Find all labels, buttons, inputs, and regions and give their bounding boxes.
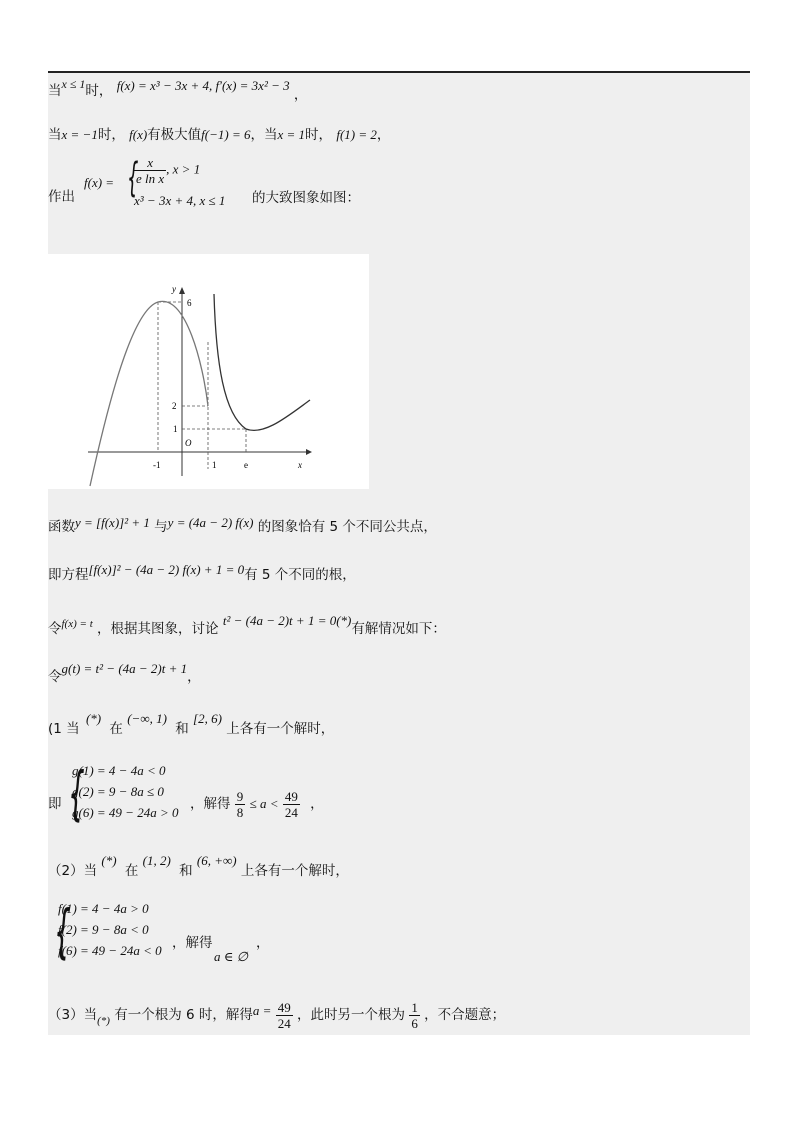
text: (1 当	[48, 721, 80, 737]
condition: x ≤ 1	[61, 77, 86, 91]
fraction-numerator: 1	[411, 1000, 418, 1015]
fraction-denominator: e ln x	[136, 171, 165, 186]
math: [f(x)]² − (4a − 2) f(x) + 1 = 0	[88, 562, 245, 577]
text: 有极大值	[147, 127, 202, 143]
text: 和	[175, 721, 189, 737]
line-4	[48, 515, 437, 536]
text: 当	[48, 83, 62, 99]
text: 与	[154, 519, 168, 535]
text: ，	[376, 127, 391, 143]
line-3-end	[252, 189, 360, 207]
system-2-brace: {	[54, 897, 71, 965]
text: ，根据其图象，讨论	[97, 621, 219, 637]
system-1-rows	[72, 762, 178, 821]
line-10	[48, 998, 505, 1033]
equation-row: g(2) = 9 − 8a ≤ 0	[72, 784, 164, 799]
solution-background-right	[369, 254, 750, 489]
line-8	[48, 711, 335, 738]
text: 的大致图象如图：	[252, 190, 360, 206]
text: ，解得	[190, 796, 231, 812]
math: f(x) = t	[61, 618, 93, 630]
math: x = 1	[277, 127, 306, 142]
text: 时，	[97, 127, 125, 143]
line-5	[48, 562, 356, 584]
y-axis-label: y	[172, 284, 176, 294]
fraction-denominator: 24	[277, 1016, 291, 1031]
line-2	[48, 126, 390, 144]
function-definition: f(x) = x³ − 3x + 4, f′(x) = 3x² − 3	[116, 78, 290, 93]
text: 有 5 个不同的根，	[244, 567, 356, 583]
text: 和	[179, 863, 193, 879]
text: 上各有一个解时，	[240, 863, 349, 879]
system-1-solution	[190, 789, 324, 820]
math: f(x) =	[84, 175, 115, 190]
math: (*)	[97, 1015, 110, 1027]
fraction-denominator: 24	[284, 805, 298, 820]
text: ，	[293, 87, 308, 103]
text: 有解情况如下：	[351, 621, 446, 637]
math: f(x)	[129, 127, 148, 142]
origin-label: O	[185, 438, 192, 448]
math: [2, 6)	[193, 711, 222, 726]
tick-label-neg1: -1	[153, 460, 161, 470]
function-graph	[48, 254, 369, 489]
line-6	[48, 613, 446, 639]
fraction-numerator: x	[134, 155, 166, 171]
math: x³ − 3x + 4, x ≤ 1	[134, 193, 226, 208]
math: g(t) = t² − (4a − 2)t + 1	[61, 661, 188, 676]
tick-label-1: 1	[173, 424, 178, 434]
text: ，解得	[172, 935, 213, 951]
equation-row: f(2) = 9 − 8a < 0	[58, 922, 149, 937]
text: 时，	[305, 127, 333, 143]
text: 即方程	[48, 567, 89, 583]
text: ，此时另一个根为	[297, 1007, 406, 1023]
tick-label-e: e	[244, 460, 248, 470]
equation-row: f(1) = 4 − 4a > 0	[58, 901, 149, 916]
system-2-end	[256, 934, 270, 952]
fraction-denominator: 6	[411, 1016, 418, 1031]
tick-label-x1: 1	[212, 460, 217, 470]
text: 的图象恰有 5 个不同公共点，	[257, 519, 437, 535]
math: f(1) = 2	[336, 127, 377, 142]
cubic-curve	[90, 301, 208, 486]
x-axis-arrow	[306, 449, 312, 455]
math: ≤ a <	[249, 796, 279, 811]
text: ，	[187, 669, 201, 685]
math: (*)	[85, 711, 102, 726]
line-3	[48, 188, 75, 206]
math: (1, 2)	[142, 853, 171, 868]
fraction-numerator: 49	[284, 789, 298, 804]
math: (6, +∞)	[196, 853, 237, 868]
fraction-numerator: 9	[236, 789, 244, 804]
text: 在	[109, 721, 123, 737]
line-7	[48, 661, 201, 686]
line-9	[48, 853, 349, 880]
fraction-denominator: 8	[236, 805, 244, 820]
equation-row: g(1) = 4 − 4a < 0	[72, 763, 166, 778]
text: 当	[48, 127, 62, 143]
text: 时，	[85, 83, 113, 99]
equation-row: g(6) = 49 − 24a > 0	[72, 805, 179, 820]
line-1	[48, 77, 308, 103]
x-axis-label: x	[298, 460, 302, 470]
dashed-guides	[158, 302, 246, 469]
text: ，	[256, 935, 270, 951]
equation-row: f(6) = 49 − 24a < 0	[58, 943, 162, 958]
text: （2）当	[48, 863, 98, 879]
text: 即	[48, 796, 62, 812]
text: 在	[124, 863, 139, 879]
text: ，	[310, 796, 324, 812]
piecewise-case-1	[134, 155, 200, 186]
math: (−∞, 1)	[127, 711, 167, 726]
text: ，当	[250, 127, 278, 143]
math: y = (4a − 2) f(x)	[167, 515, 254, 530]
text: （3）当	[48, 1007, 98, 1023]
math: a ∈ ∅	[214, 949, 248, 964]
math: x = −1	[61, 127, 98, 142]
math: t² − (4a − 2)t + 1 = 0(*)	[222, 613, 352, 628]
math: f(−1) = 6	[201, 127, 251, 142]
system-2-rows	[58, 900, 162, 959]
piecewise-brace: {	[126, 155, 139, 201]
text: ，不合题意；	[424, 1007, 506, 1023]
text: 函数	[48, 519, 75, 535]
text: 有一个根为 6 时，解得	[114, 1007, 253, 1023]
system-2-result	[214, 948, 248, 965]
text: 作出	[48, 189, 75, 205]
math: y = [f(x)]² + 1	[75, 515, 150, 530]
text: 上各有一个解时，	[226, 721, 335, 737]
math: (*)	[101, 853, 117, 868]
system-2-solution	[172, 934, 213, 952]
math: a =	[252, 1003, 272, 1018]
text: 令	[48, 669, 62, 685]
tick-label-6: 6	[187, 298, 192, 308]
text: 令	[48, 621, 62, 637]
piecewise-case-2	[134, 192, 225, 209]
log-curve	[214, 294, 310, 430]
system-1-brace: {	[68, 759, 85, 827]
piecewise-lhs	[84, 174, 114, 191]
condition: , x > 1	[166, 161, 201, 177]
tick-label-2: 2	[172, 401, 177, 411]
fraction-numerator: 49	[277, 1000, 291, 1015]
y-axis-arrow	[179, 287, 185, 294]
